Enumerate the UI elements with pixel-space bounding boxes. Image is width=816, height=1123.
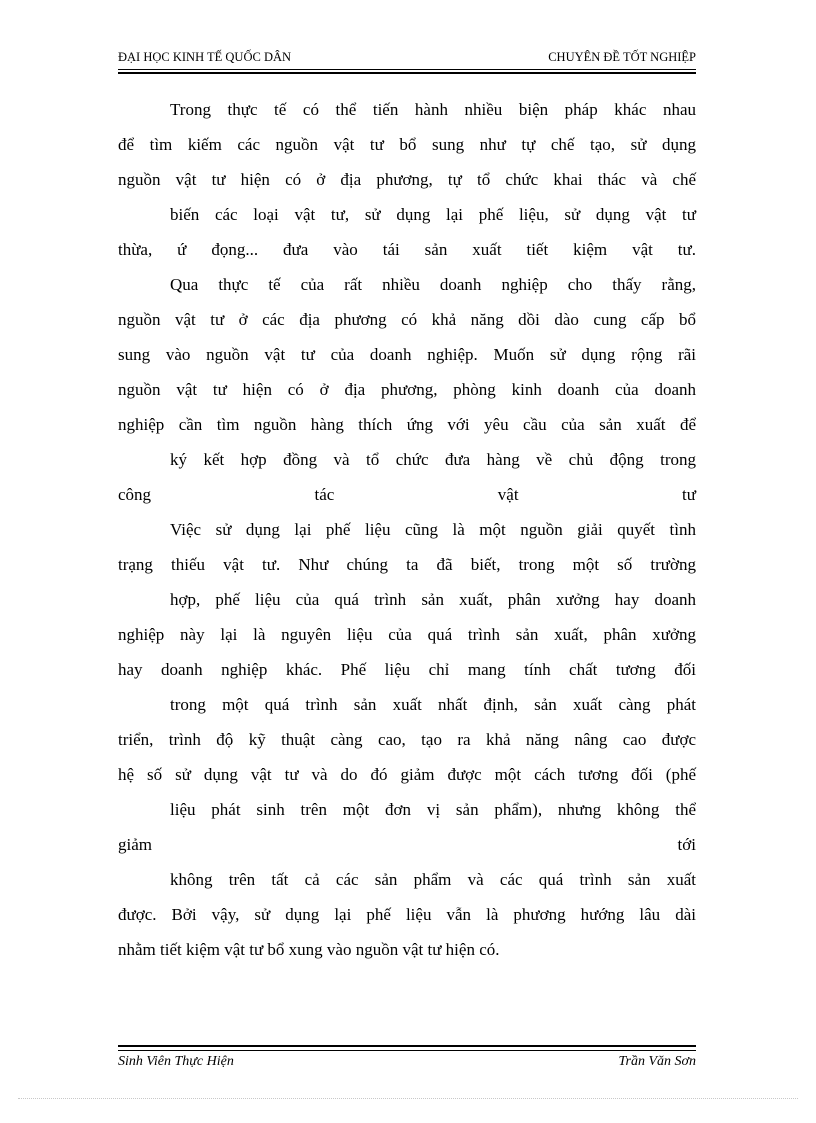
body-line: triển, trình độ kỹ thuật càng cao, tạo ra khả năng nâng cao được: [118, 730, 696, 749]
body-line: trạng thiếu vật tư. Như chúng ta đã biết, trong một số trường: [118, 555, 696, 574]
body-line: trong một quá trình sản xuất nhất định, sản xuất càng phát: [170, 695, 696, 714]
footer-rule: [118, 1050, 696, 1051]
body-line: Việc sử dụng lại phế liệu cũng là một nguồn giải quyết tình: [170, 520, 696, 539]
body-line: hệ số sử dụng vật tư và do đó giảm được một cách tương đối (phế: [118, 765, 696, 784]
body-line: thừa, ứ đọng... đưa vào tái sản xuất tiết kiệm vật tư.: [118, 240, 696, 259]
body-line: Qua thực tế của rất nhiều doanh nghiệp cho thấy rằng,: [170, 275, 696, 294]
footer-student-label: Sinh Viên Thực Hiện: [118, 1054, 234, 1069]
body-line: biến các loại vật tư, sử dụng lại phế liệu, sử dụng vật tư: [170, 205, 696, 224]
body-line: được. Bởi vậy, sử dụng lại phế liệu vẫn là phương hướng lâu dài: [118, 905, 696, 924]
body-line: không trên tất cả các sản phẩm và các quá trình sản xuất: [170, 870, 696, 889]
body-line: Trong thực tế có thể tiến hành nhiều biện pháp khác nhau: [170, 100, 696, 119]
body-line: sung vào nguồn vật tư của doanh nghiệp. Muốn sử dụng rộng rãi: [118, 345, 696, 364]
body-line: nguồn vật tư hiện có ở địa phương, phòng kinh doanh của doanh: [118, 380, 696, 399]
body-line: công tác vật tư: [118, 485, 696, 504]
body-line: ký kết hợp đồng và tổ chức đưa hàng về chủ động trong: [170, 450, 696, 469]
footer-author-name: Trần Văn Sơn: [618, 1054, 696, 1069]
body-line: hay doanh nghiệp khác. Phế liệu chỉ mang tính chất tương đối: [118, 660, 696, 679]
body-line: hợp, phế liệu của quá trình sản xuất, phân xưởng hay doanh: [170, 590, 696, 609]
body-line: giảm tới: [118, 835, 696, 854]
header-rule: [118, 69, 696, 70]
page-header: [118, 50, 696, 70]
body-line: liệu phát sinh trên một đơn vị sản phẩm), nhưng không thể: [170, 800, 696, 819]
body-line: nguồn vật tư hiện có ở địa phương, tự tổ chức khai thác và chế: [118, 170, 696, 189]
body-line: để tìm kiếm các nguồn vật tư bổ sung như tự chế tạo, sử dụng: [118, 135, 696, 154]
page-edge-divider: [18, 1098, 798, 1099]
header-rule-thick: [118, 72, 696, 74]
body-line: nghiệp này lại là nguyên liệu của quá trình sản xuất, phân xưởng: [118, 625, 696, 644]
footer-rule-thick: [118, 1045, 696, 1047]
body-line: nhằm tiết kiệm vật tư bổ xung vào nguồn vật tư hiện có.: [118, 940, 500, 959]
page-footer: [118, 1054, 696, 1074]
header-document-type: CHUYÊN ĐỀ TỐT NGHIỆP: [548, 50, 696, 64]
body-line: nghiệp cần tìm nguồn hàng thích ứng với yêu cầu của sản xuất để: [118, 415, 696, 434]
header-university: ĐẠI HỌC KINH TẾ QUỐC DÂN: [118, 50, 292, 64]
body-line: nguồn vật tư ở các địa phương có khả năng dồi dào cung cấp bổ: [118, 310, 696, 329]
